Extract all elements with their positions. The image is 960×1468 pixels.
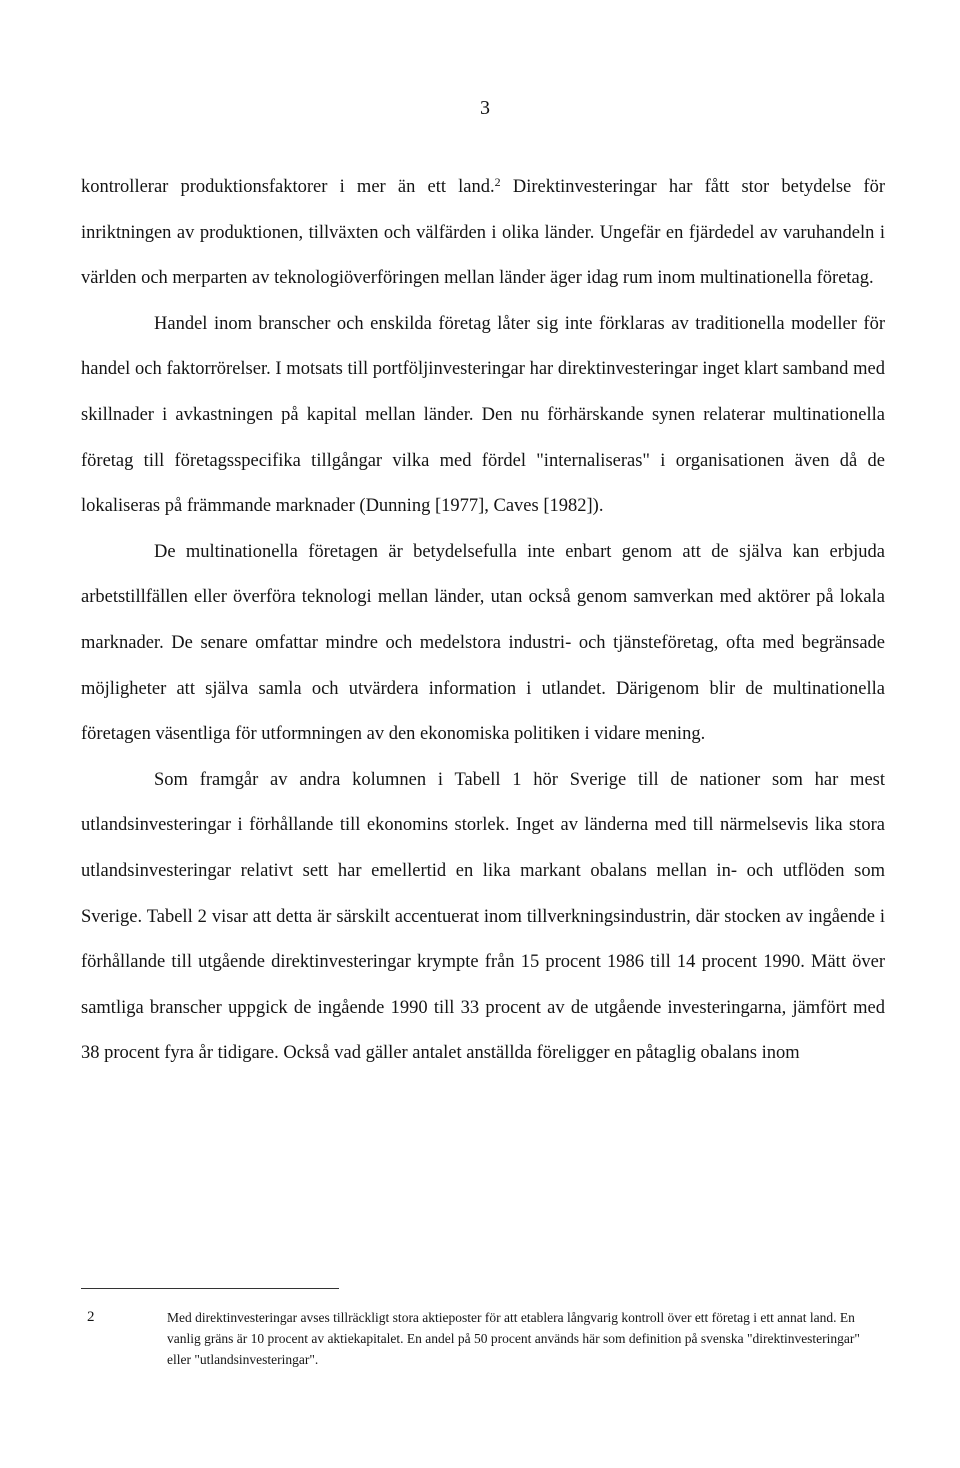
paragraph-1-text-b: Direktinvesteringar har fått stor betydelse för inriktningen av produktionen, tillväxten och välfärden i olika länder. Ungefär en fjärdedel av varuhandeln i världen och merparten av teknologiöverföringen mellan länder äger idag rum inom multinationella företag. <box>81 177 886 289</box>
footnote-reference[interactable]: 2 <box>494 175 501 189</box>
paragraph-1-text-a: kontrollerar produktionsfaktorer i mer än ett land. <box>81 177 495 197</box>
body-text <box>81 165 885 1077</box>
footnote-text: Med direktinvesteringar avses tillräckligt stora aktieposter för att etablera långvarig kontroll över ett företag i ett annat land. En vanlig gräns är 10 procent av aktiekapitalet. En andel på 50 procent används här som definition på svenska "direktinvesteringar" eller "utlandsinvesteringar". <box>167 1310 860 1367</box>
paragraph-3: De multinationella företagen är betydelsefulla inte enbart genom att de själva kan erbjuda arbetstillfällen eller överföra teknologi mellan länder, utan också genom samverkan med aktörer på lokala marknader. De senare omfattar mindre och medelstora industri- och tjänsteföretag, ofta med begränsade möjligheter att själva samla och utvärdera information i utlandet. Därigenom blir de multinationella företagen väsentliga för utformningen av den ekonomiska politiken i vidare mening. <box>81 541 885 745</box>
footnote-mark: 2 <box>87 1309 95 1325</box>
paragraph-4: Som framgår av andra kolumnen i Tabell 1 hör Sverige till de nationer som har mest utlandsinvesteringar i förhållande till ekonomins storlek. Inget av länderna med till närmelsevis lika stora utlandsinvesteringar relativt sett har emellertid en lika markant obalans mellan in- och utflöden som Sverige. Tabell 2 visar att detta är särskilt accentuerat inom tillverkningsindustrin, där stocken av ingående i förhållande till utgående direktinvesteringar krympte från 15 procent 1986 till 14 procent 1990. Mätt över samtliga branscher uppgick de ingående 1990 till 33 procent av de utgående investeringarna, jämfört med 38 procent fyra år tidigare. Också vad gäller antalet anställda föreligger en påtaglig obalans inom <box>81 769 885 1064</box>
paragraph-1 <box>81 165 885 302</box>
page-number: 3 <box>480 97 490 119</box>
footnote <box>81 1307 881 1370</box>
footnote-divider <box>81 1288 339 1289</box>
paragraph-2: Handel inom branscher och enskilda företag låter sig inte förklaras av traditionella modeller för handel och faktorrörelser. I motsats till portföljinvesteringar har direktinvesteringar inget klart samband med skillnader i avkastningen på kapital mellan länder. Den nu förhärskande synen relaterar multinationella företag till företagsspecifika tillgångar vilka med fördel "internaliseras" i organisationen även då de lokaliseras på främmande marknader (Dunning [1977], Caves [1982]). <box>81 313 885 517</box>
